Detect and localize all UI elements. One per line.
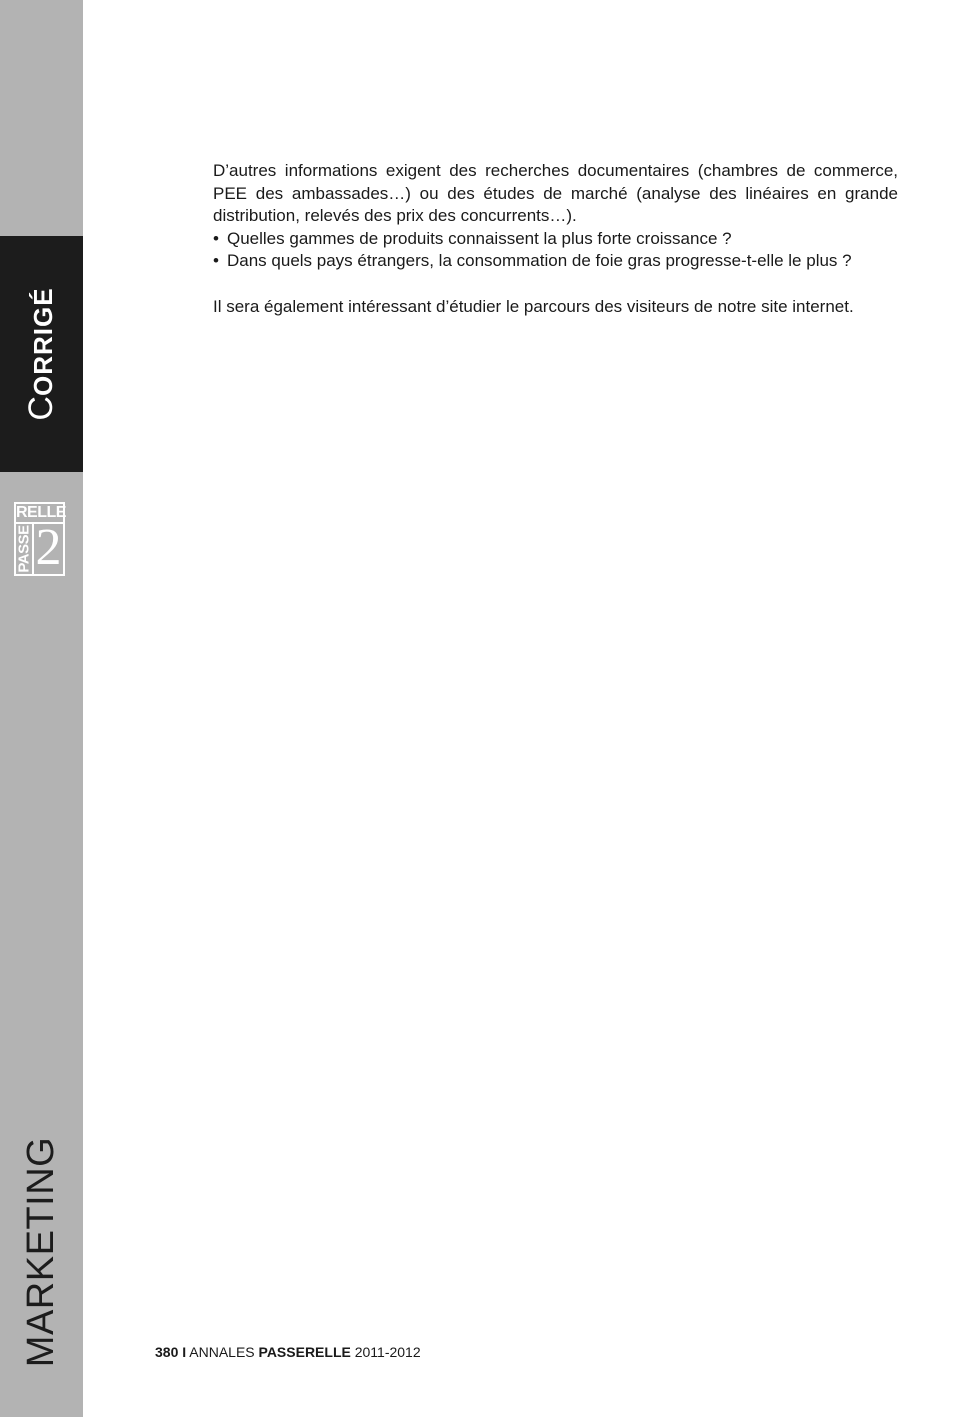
section-label	[24, 287, 58, 420]
list-item-text: Dans quels pays étrangers, la consommation de foie gras progresse-t-elle le plus ?	[227, 251, 852, 271]
list-item	[213, 250, 898, 273]
footer-separator: I	[182, 1344, 187, 1360]
list-item-text: Quelles gammes de produits connaissent la plus forte croissance ?	[227, 228, 732, 248]
question-list	[213, 228, 898, 273]
bullet: •	[213, 228, 219, 248]
page-content	[213, 160, 898, 318]
sidebar	[0, 0, 83, 1417]
footer-years: 2011-2012	[354, 1344, 421, 1360]
page-number: 380	[155, 1344, 179, 1360]
footer-annales: ANNALES	[189, 1344, 255, 1360]
logo-number: 2	[35, 519, 62, 576]
footer-brand: PASSERELLE	[258, 1344, 351, 1360]
logo-top-text: RELLE	[16, 504, 63, 524]
section-label-initial: C	[22, 396, 60, 421]
section-label-rest: ORRIGÉ	[28, 287, 58, 397]
paragraph-site-visitors: Il sera également intéressant d’étudier le parcours des visiteurs de notre site internet.	[213, 296, 854, 316]
spacer	[213, 273, 898, 296]
logo-side-text: PASSE	[15, 525, 33, 573]
subject-label: MARKETING	[20, 1136, 62, 1368]
paragraph-research: D’autres informations exigent des recherches documentaires (chambres de commerce, PEE des ambassades…) ou des études de marché (analyse des linéaires en grande distribution, relevés des prix des concurrents…).	[213, 161, 898, 226]
logo-side	[16, 524, 34, 574]
passerelle-2-logo	[14, 502, 65, 576]
list-item	[213, 228, 898, 251]
bullet: •	[213, 251, 219, 271]
page-footer	[155, 1344, 421, 1360]
